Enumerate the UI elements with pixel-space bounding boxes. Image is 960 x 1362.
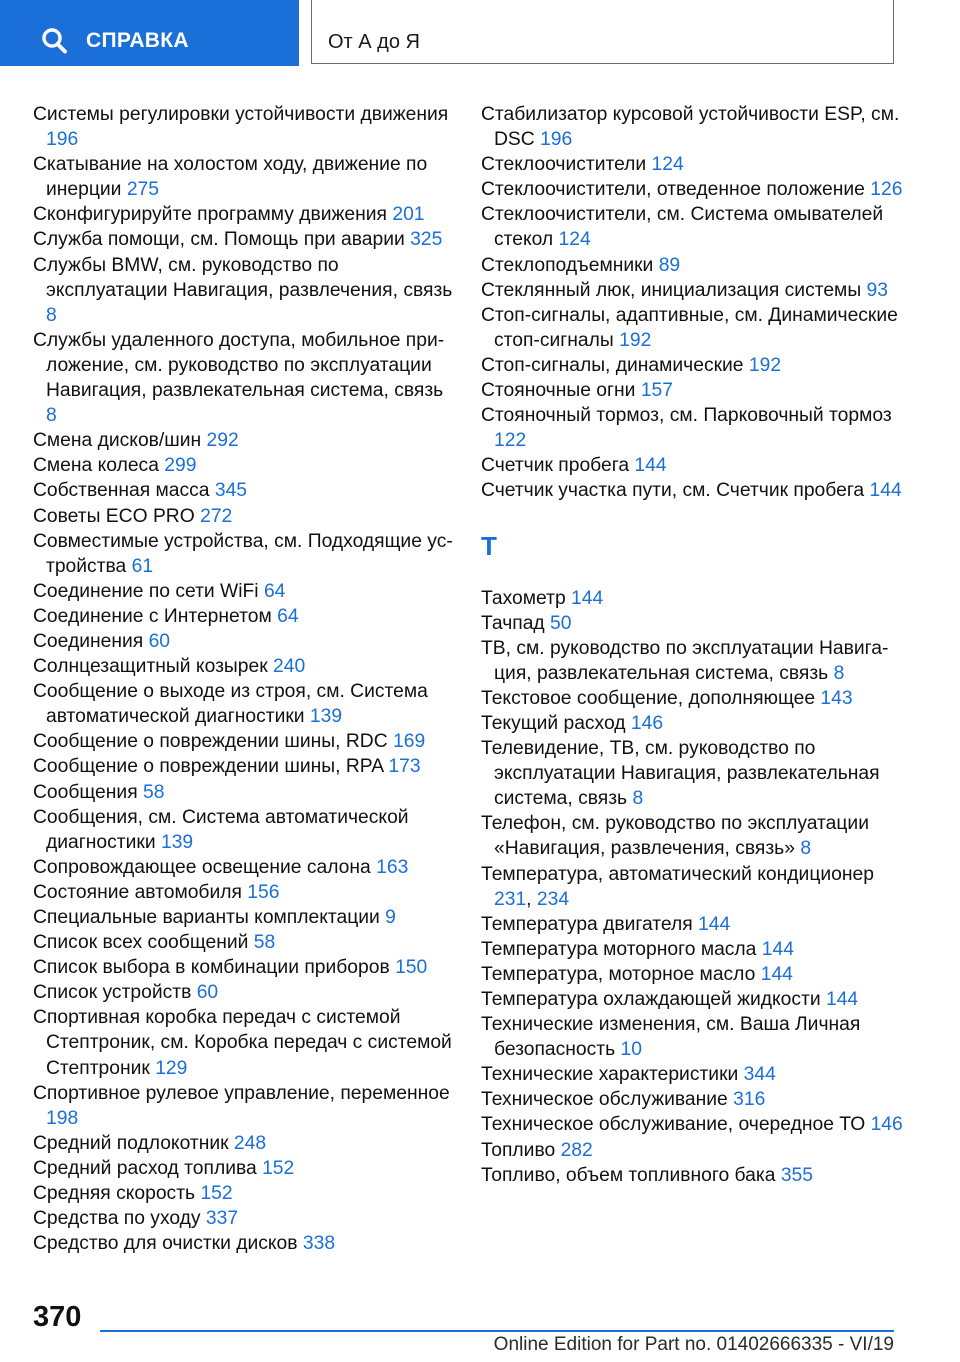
page-link[interactable]: 282 <box>560 1139 593 1161</box>
page-link[interactable]: 64 <box>277 605 299 627</box>
page-link[interactable]: 61 <box>131 555 154 577</box>
page-link[interactable]: 146 <box>870 1114 903 1136</box>
index-entry <box>481 177 911 202</box>
index-column-left <box>33 102 453 1256</box>
index-entry-text: Температура моторного масла <box>481 938 757 960</box>
page-link[interactable]: 58 <box>143 781 165 803</box>
index-entry <box>481 586 911 611</box>
index-entry <box>481 152 911 177</box>
page-link[interactable]: 338 <box>302 1233 336 1255</box>
index-entry-text: Стояночные огни <box>481 380 636 402</box>
index-entry-text: Стеклоочистители <box>481 154 647 176</box>
index-entry-text: Телевидение, ТВ, см. руководство по эксплуатации Навигация, развлекательная система, связь <box>481 738 880 810</box>
index-entry-text: Скатывание на холостом ходу, движение по инерции <box>33 154 428 201</box>
index-entry-text: Техническое обслуживание <box>481 1089 728 1111</box>
page-link[interactable]: 126 <box>870 179 903 201</box>
index-entry-text: Телефон, см. руководство по эксплуатации «Навигация, развлечения, связь» <box>481 813 869 860</box>
index-entry <box>481 937 911 962</box>
index-entry <box>481 1112 911 1137</box>
index-entry-text: Средний расход топлива <box>33 1157 257 1179</box>
index-entry <box>33 805 453 855</box>
index-entry-text: Стеклянный люк, инициализация системы <box>481 279 862 301</box>
index-entry <box>33 328 453 428</box>
page-link[interactable]: 272 <box>200 505 233 527</box>
page-link[interactable]: 150 <box>395 957 428 979</box>
index-entry <box>33 227 453 252</box>
index-entry <box>33 1081 453 1131</box>
index-entry <box>33 1206 453 1231</box>
index-entry-text: Службы BMW, см. руководство по эксплуатации Навигация, развлечения, связь <box>33 254 453 301</box>
page-link[interactable]: 122 <box>494 430 527 452</box>
index-entry <box>33 729 453 754</box>
index-entry-text: Службы удаленного доступа, мобильное приложение, см. руководство по эксплуатации Навигация, развлекательная система, связь <box>33 329 445 402</box>
index-entry <box>33 1131 453 1156</box>
page-link[interactable]: 292 <box>206 430 239 452</box>
index-entry-text: Системы регулировки устойчивости движения <box>33 104 449 125</box>
index-entry-text: Температура двигателя <box>481 913 693 935</box>
page-link[interactable]: 196 <box>46 129 79 151</box>
index-entry <box>481 636 911 686</box>
index-entry <box>33 1005 453 1080</box>
page-link[interactable]: 248 <box>233 1132 267 1154</box>
index-entry <box>33 202 453 227</box>
index-entry-text: Стояночный тормоз, см. Парковочный тормоз <box>481 405 892 427</box>
az-index-tab[interactable] <box>311 0 894 64</box>
index-entry-text: Сообщение о повреждении шины, RPA <box>33 756 384 778</box>
index-entry-text: Топливо <box>481 1139 556 1161</box>
page-link[interactable]: 156 <box>247 881 280 903</box>
page-link[interactable]: 173 <box>388 756 421 778</box>
page-link[interactable]: 234 <box>536 888 570 910</box>
page-link[interactable]: 144 <box>760 963 793 985</box>
search-tab-label: СПРАВКА <box>86 29 189 52</box>
page-link[interactable]: 8 <box>632 788 644 810</box>
index-entry <box>33 504 453 529</box>
page-link[interactable]: 144 <box>869 480 902 502</box>
index-entry <box>33 754 453 779</box>
index-entry-text: Список выбора в комбинации приборов <box>33 957 390 979</box>
index-entry <box>481 912 911 937</box>
index-entry-text: Температура, автоматический кондиционер <box>481 863 874 885</box>
page-link[interactable]: 231 <box>494 888 527 910</box>
index-entry <box>33 880 453 905</box>
page-link[interactable]: 124 <box>651 154 684 176</box>
index-entry-text: Служба помощи, см. Помощь при аварии <box>33 229 405 251</box>
index-entry-text: Совместимые устройства, см. Подходящие устройства <box>33 530 453 577</box>
index-entry <box>33 955 453 980</box>
index-entry-text: Техническое обслуживание, очередное ТО <box>481 1114 866 1136</box>
index-entry <box>481 1087 911 1112</box>
index-entry-text: Советы ECO PRO <box>33 505 195 527</box>
index-entry <box>481 303 911 353</box>
index-entry <box>481 962 911 987</box>
page-link[interactable]: 124 <box>558 229 591 251</box>
page-link[interactable]: 144 <box>698 913 731 935</box>
page-link[interactable]: 144 <box>761 938 794 960</box>
index-entry-text: Стабилизатор курсовой устойчивости ESP, см. DSC <box>481 104 900 151</box>
search-tab[interactable] <box>0 0 299 66</box>
index-entry-text: Соединения <box>33 630 144 652</box>
index-entry-text: Технические изменения, см. Ваша Личная безопасность <box>481 1014 861 1061</box>
index-entry-text: Стеклоочистители, см. Система омывателей стекол <box>481 204 884 251</box>
index-entry-text: Собственная масса <box>33 480 210 502</box>
page-link[interactable]: 64 <box>263 580 286 602</box>
page-link[interactable]: 152 <box>200 1183 233 1205</box>
index-entry-text: Сконфигурируйте программу движения <box>33 204 387 226</box>
index-entry <box>33 604 453 629</box>
index-entry-text: Сообщение о выходе из строя, см. Система автоматической диагностики <box>33 681 428 728</box>
page-link[interactable]: 163 <box>376 856 409 878</box>
page-link[interactable]: 93 <box>866 279 888 301</box>
page-link[interactable]: 299 <box>164 455 197 477</box>
index-entry <box>33 980 453 1005</box>
page-link[interactable]: 8 <box>46 304 57 326</box>
page-link[interactable]: 196 <box>540 129 573 151</box>
page-link[interactable]: 192 <box>619 329 652 351</box>
page-link[interactable]: 58 <box>253 932 276 954</box>
index-entry-text: Тачпад <box>481 612 545 634</box>
index-entry <box>481 811 911 861</box>
index-entry-text: Стоп-сигналы, адаптивные, см. Динамические стоп-сигналы <box>481 304 898 351</box>
page-link[interactable]: 337 <box>205 1208 239 1230</box>
index-entry <box>33 1156 453 1181</box>
page-link[interactable]: 10 <box>620 1039 642 1061</box>
index-entry-text: Средняя скорость <box>33 1183 196 1205</box>
index-group-t <box>481 586 911 1188</box>
index-entry-text: Список устройств <box>33 982 192 1004</box>
index-entry-text: Спортивная коробка передач с системой Стептроник, см. Коробка передач с системой Стептроник <box>33 1007 452 1079</box>
index-entry <box>481 611 911 636</box>
index-entry-text: Температура, моторное масло <box>481 963 756 985</box>
page-link[interactable]: 345 <box>214 480 248 502</box>
page-link[interactable]: 275 <box>126 179 159 201</box>
index-entry-text: Средство для очистки дисков <box>33 1233 298 1255</box>
index-entry <box>33 654 453 679</box>
index-entry <box>33 102 453 152</box>
index-entry-text: Технические характеристики <box>481 1064 739 1086</box>
index-entry <box>481 478 911 503</box>
section-letter: Т <box>481 530 497 561</box>
page-link[interactable]: 157 <box>640 380 673 402</box>
page-link[interactable]: 8 <box>46 405 57 427</box>
page-link[interactable]: 146 <box>630 712 664 734</box>
page-link[interactable]: 169 <box>393 731 426 753</box>
index-entry <box>33 679 453 729</box>
page-link[interactable]: 89 <box>658 254 681 276</box>
index-entry-text: Стеклоочистители, отведенное положение <box>481 179 865 201</box>
index-entry <box>33 478 453 503</box>
index-entry-text: Смена дисков/шин <box>33 430 202 452</box>
page-link[interactable]: 240 <box>273 656 306 678</box>
index-entry <box>481 686 911 711</box>
index-entry-text: Текстовое сообщение, дополняющее <box>481 687 816 709</box>
index-entry-text: Средства по уходу <box>33 1208 201 1230</box>
index-entry-text: Сопровождающее освещение салона <box>33 856 371 878</box>
page-link[interactable]: 8 <box>800 838 812 860</box>
index-entry <box>481 253 911 278</box>
index-entry-text: Соединение с Интернетом <box>33 605 272 627</box>
page-link[interactable]: 192 <box>748 354 782 376</box>
page-link[interactable]: 50 <box>550 612 572 634</box>
index-entry <box>33 855 453 880</box>
index-entry-text: Температура охлаждающей жидкости <box>481 989 821 1010</box>
index-entry <box>481 1138 911 1163</box>
index-entry-text: Состояние автомобиля <box>33 881 242 903</box>
index-entry <box>481 711 911 736</box>
index-entry <box>481 278 911 303</box>
index-entry <box>481 403 911 453</box>
index-entry-text: Список всех сообщений <box>33 932 249 954</box>
edition-text: Online Edition for Part no. 01402666335 - VI/19 <box>493 1334 894 1355</box>
index-entry-text: Текущий расход <box>481 712 626 734</box>
index-entry <box>33 253 453 328</box>
index-group-s <box>481 102 911 504</box>
index-entry <box>481 453 911 478</box>
index-entry <box>481 987 911 1012</box>
index-entry-text: Смена колеса <box>33 455 159 477</box>
index-entry-text: Топливо, объем топливного бака <box>481 1164 776 1186</box>
page-link[interactable]: 129 <box>155 1057 188 1079</box>
index-entry <box>33 930 453 955</box>
index-entry-text: Сообщения, см. Система автоматической диагностики <box>33 806 409 853</box>
index-entry <box>481 378 911 403</box>
page-link[interactable]: 139 <box>309 706 343 728</box>
index-entry <box>481 1012 911 1062</box>
page-link[interactable]: 344 <box>743 1064 776 1086</box>
page-link[interactable]: 60 <box>196 982 219 1004</box>
page-link[interactable]: 316 <box>733 1089 766 1111</box>
page-link[interactable]: 152 <box>262 1157 295 1179</box>
index-entry <box>481 102 911 152</box>
index-entry <box>33 905 453 930</box>
page-link[interactable]: 144 <box>634 455 667 477</box>
index-entry <box>33 1181 453 1206</box>
page-link[interactable]: 60 <box>148 630 171 652</box>
page-link[interactable]: 139 <box>160 831 194 853</box>
index-entry <box>481 353 911 378</box>
index-entry <box>33 428 453 453</box>
index-entry <box>33 453 453 478</box>
index-entry <box>33 1231 453 1256</box>
page-link[interactable]: 9 <box>385 907 396 928</box>
index-entry-text: Средний подлокотник <box>33 1132 229 1154</box>
index-entry-text: Счетчик пробега <box>481 455 630 477</box>
page-link[interactable]: 8 <box>833 662 845 684</box>
index-entry <box>33 629 453 654</box>
index-entry <box>481 202 911 252</box>
index-entry-text: Специальные варианты комплектации <box>33 907 380 928</box>
page-number: 370 <box>33 1301 82 1333</box>
page-link[interactable]: 144 <box>571 587 604 609</box>
page-link[interactable]: 325 <box>410 229 443 251</box>
header <box>0 0 960 66</box>
index-entry <box>33 780 453 805</box>
index-entry-text: Сообщения <box>33 781 138 803</box>
index-entry <box>33 529 453 579</box>
index-entry-text: Соединение по сети WiFi <box>33 580 259 602</box>
index-entry-text: Тахометр <box>481 587 566 609</box>
index-entry: Температура, автоматический кондиционер 231, 234 <box>481 863 874 910</box>
index-entry-text: Сообщение о повреждении шины, RDC <box>33 731 388 753</box>
index-entry <box>481 1062 911 1087</box>
page-link[interactable]: 198 <box>46 1107 79 1129</box>
index-entry-text: Стеклоподъемники <box>481 254 654 276</box>
index-entry <box>33 152 453 202</box>
index-entry-text: Солнцезащитный козырек <box>33 656 268 678</box>
index-entry-text: Счетчик участка пути, см. Счетчик пробега <box>481 480 865 502</box>
page-link[interactable]: 355 <box>780 1164 813 1186</box>
az-index-tab-label: От А до Я <box>328 31 420 53</box>
index-entry-text: Стоп-сигналы, динамические <box>481 354 744 376</box>
index-entry <box>481 1163 911 1188</box>
search-icon <box>40 27 70 57</box>
index-column-right <box>481 102 911 1188</box>
index-entry <box>481 736 911 811</box>
page-link[interactable]: 201 <box>392 204 425 226</box>
page-link[interactable]: 143 <box>820 687 853 709</box>
index-entry-text: ТВ, см. руководство по эксплуатации Навигация, развлекательная система, связь <box>481 637 889 684</box>
index-entry <box>33 579 453 604</box>
page-link[interactable]: 144 <box>825 989 859 1010</box>
index-entry-text: Спортивное рулевое управление, переменное <box>33 1082 450 1104</box>
